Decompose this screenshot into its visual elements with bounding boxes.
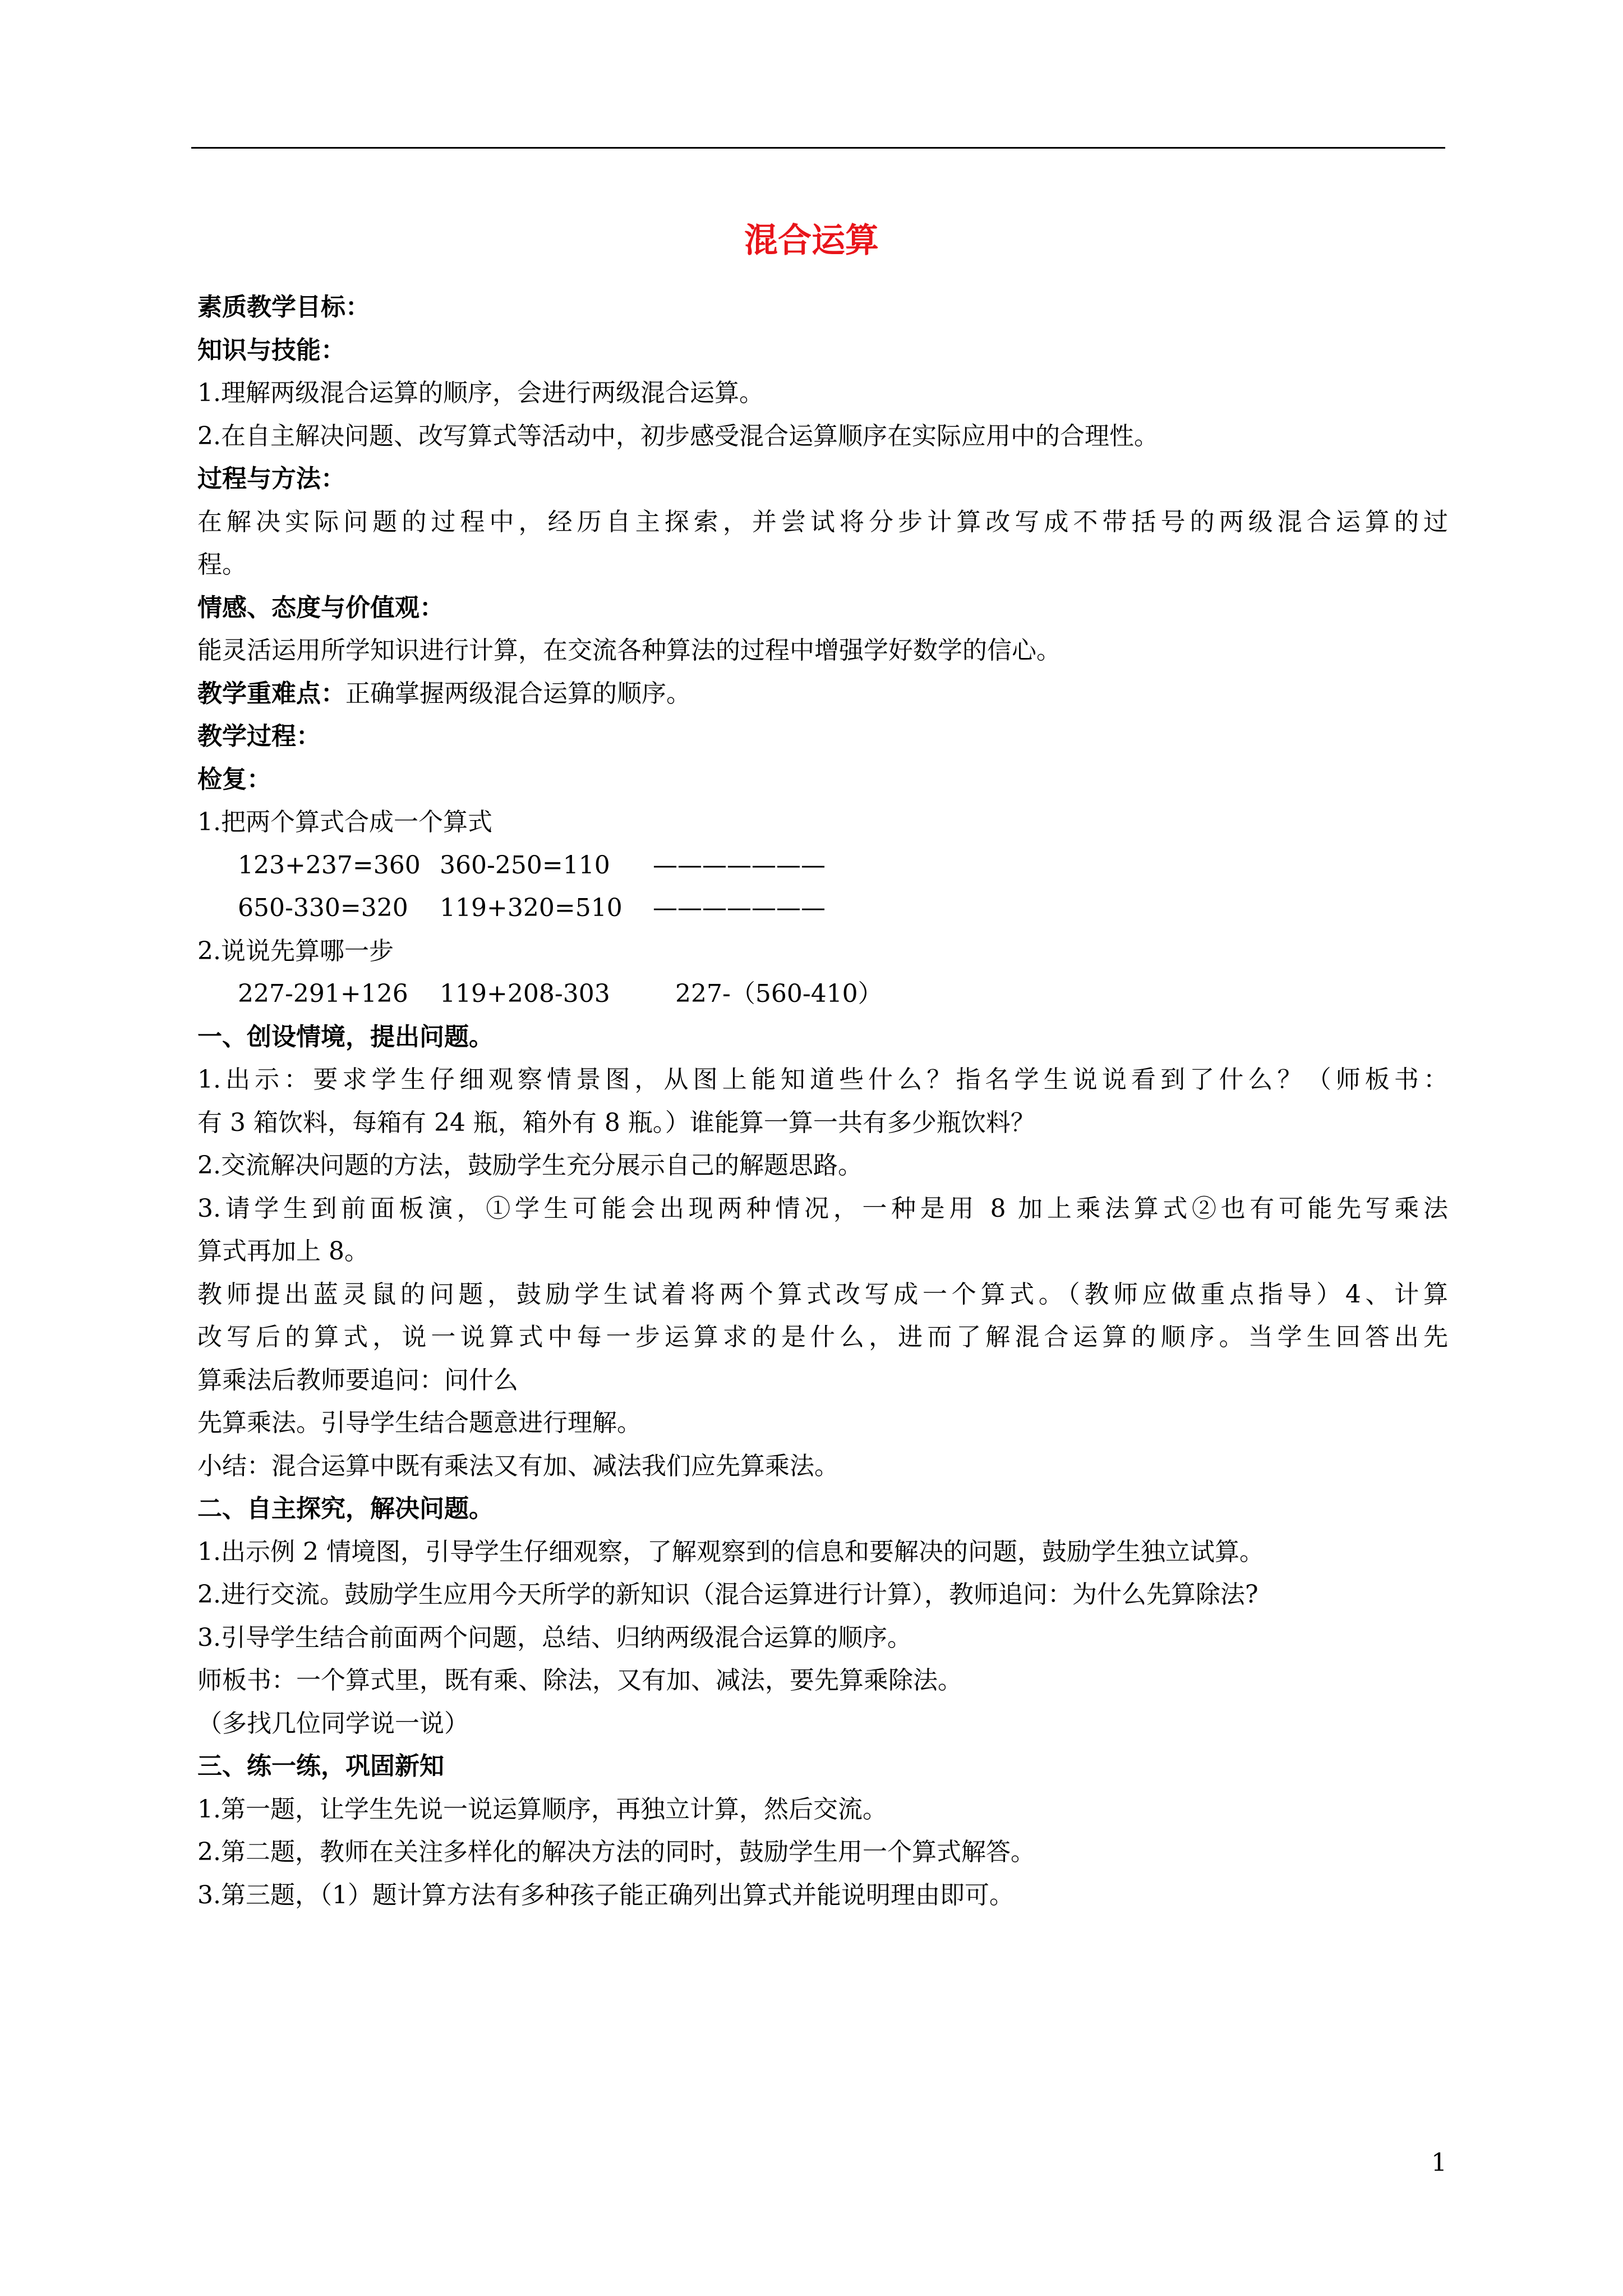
key-point-line: [197, 673, 1448, 716]
paragraph-line: 2.第二题，教师在关注多样化的解决方法的同时，鼓励学生用一个算式解答。: [197, 1838, 1035, 1866]
expression: 119+208-303: [440, 979, 610, 1008]
paragraph-line: 3.第三题，（1）题计算方法有多种孩子能正确列出算式并能说明理由即可。: [197, 1880, 1014, 1910]
key-point-text: 正确掌握两级混合运算的顺序。: [345, 679, 691, 708]
paragraph-line: 1.第一题，让学生先说一说运算顺序，再独立计算，然后交流。: [197, 1795, 887, 1824]
equation: 123+237=360: [238, 850, 421, 880]
equation: 119+320=510: [440, 894, 623, 922]
heading-emotion: 情感、态度与价值观：: [197, 593, 444, 622]
heading-goal: 素质教学目标：: [197, 293, 370, 321]
paragraph-line: 3.引导学生结合前面两个问题，总结、归纳两级混合运算的顺序。: [197, 1623, 912, 1652]
paragraph-line: 小结：混合运算中既有乘法又有加、减法我们应先算乘法。: [197, 1451, 839, 1480]
paragraph-line: 1.出示例 2 情境图，引导学生仔细观察，了解观察到的信息和要解决的问题，鼓励学生独立试算。: [197, 1537, 1264, 1566]
page-number: 1: [1431, 2148, 1447, 2177]
answer-blank: ———————: [653, 894, 826, 922]
header-rule: [191, 147, 1445, 149]
paragraph-line: 1.理解两级混合运算的顺序，会进行两级混合运算。: [197, 379, 764, 407]
section-heading-1: 一、创设情境，提出问题。: [197, 1022, 494, 1051]
equation: 650-330=320: [238, 894, 408, 922]
heading-process: 过程与方法：: [197, 464, 345, 493]
paragraph-line: 能灵活运用所学知识进行计算，在交流各种算法的过程中增强学好数学的信心。: [197, 636, 1061, 665]
section-heading-2: 二、自主探究，解决问题。: [197, 1494, 494, 1523]
paragraph-line: 算式再加上 8。: [197, 1237, 369, 1266]
answer-blank: ———————: [653, 850, 826, 880]
paragraph-line: 1.出示：要求学生仔细观察情景图，从图上能知道些什么？指名学生说说看到了什么？（师板书：: [197, 1065, 1448, 1094]
paragraph-line: 改写后的算式，说一说算式中每一步运算求的是什么，进而了解混合运算的顺序。当学生回答出先: [197, 1323, 1448, 1351]
key-point-label: 教学重难点：: [197, 679, 345, 708]
heading-knowledge: 知识与技能：: [197, 335, 345, 365]
expression: 227-291+126: [238, 979, 408, 1008]
paragraph-line: （多找几位同学说一说）: [197, 1709, 469, 1738]
paragraph-line: 师板书：一个算式里，既有乘、除法，又有加、减法，要先算乘除法。: [197, 1666, 962, 1695]
paragraph-line: 1.把两个算式合成一个算式: [197, 808, 492, 836]
equation: 360-250=110: [440, 850, 610, 880]
paragraph-line: 先算乘法。引导学生结合题意进行理解。: [197, 1409, 642, 1437]
paragraph-line: 2.交流解决问题的方法，鼓励学生充分展示自己的解题思路。: [197, 1151, 863, 1180]
equation-row: [197, 887, 1448, 930]
paragraph-line: 3.请学生到前面板演，①学生可能会出现两种情况，一种是用 8 加上乘法算式②也有可能先写乘法: [197, 1194, 1448, 1223]
section-heading-3: 三、练一练，巩固新知: [197, 1752, 444, 1780]
paragraph-line: 有 3 箱饮料，每箱有 24 瓶，箱外有 8 瓶。）谁能算一算一共有多少瓶饮料？: [197, 1108, 1035, 1137]
equation-row: [197, 844, 1448, 887]
paragraph-line: 程。: [197, 550, 247, 579]
heading-review: 检复：: [197, 765, 271, 794]
paragraph-line: 2.进行交流。鼓励学生应用今天所学的新知识（混合运算进行计算），教师追问：为什么先算除法?: [197, 1580, 1258, 1609]
paragraph-line: 2.说说先算哪一步: [197, 936, 394, 965]
heading-teaching-process: 教学过程：: [197, 722, 321, 751]
document-title: 混合运算: [744, 221, 879, 260]
paragraph-line: 算乘法后教师要追问：问什么: [197, 1365, 518, 1395]
paragraph-line: 教师提出蓝灵鼠的问题，鼓励学生试着将两个算式改写成一个算式。（教师应做重点指导）4、计算: [197, 1280, 1448, 1309]
paragraph-line: 在解决实际问题的过程中，经历自主探索，并尝试将分步计算改写成不带括号的两级混合运算的过: [197, 507, 1448, 536]
document-body: [197, 286, 1448, 1917]
expression: 227-（560-410）: [675, 979, 883, 1008]
expression-row: [197, 973, 1448, 1016]
paragraph-line: 2.在自主解决问题、改写算式等活动中，初步感受混合运算顺序在实际应用中的合理性。: [197, 421, 1159, 450]
